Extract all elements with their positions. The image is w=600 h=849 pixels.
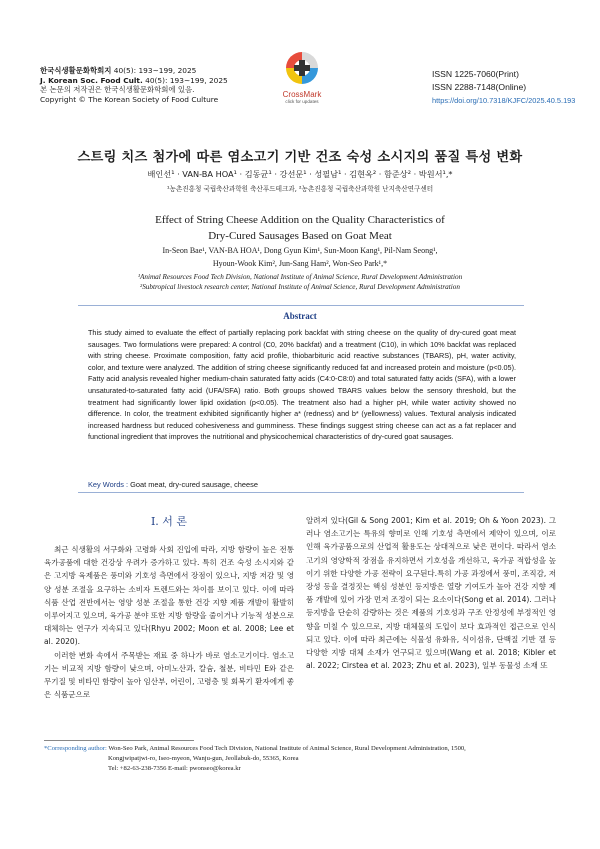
crossmark-badge[interactable] <box>272 50 332 104</box>
crossmark-sub: click for updates <box>285 99 319 104</box>
footnote-line: Tel: +82-63-238-7356 E-mail: pwonseo@korea.kr <box>108 764 241 772</box>
issn-online: ISSN 2288-7148(Online) <box>432 82 527 92</box>
body-column-left <box>44 543 294 701</box>
footnote-label: *Corresponding author: <box>44 745 107 752</box>
authors-ko: 배인선¹ · VAN-BA HOA¹ · 김동균¹ · 강선문¹ · 성필남¹ · 김현옥² · 함준상² · 박원서¹,* <box>147 169 453 179</box>
corresponding-author-footnote <box>44 744 560 773</box>
footnote-line: Kongjwipatjwi-ro, Iseo-myeon, Wanju-gun, Jeollabuk-do, 55365, Korea <box>108 754 299 762</box>
copyright-note: 본 논문의 저작권은 한국식생활문화학회에 있음. <box>40 85 195 95</box>
body-column-right <box>306 514 556 672</box>
journal-vol-en: 40(5): 193~199, 2025 <box>142 75 228 85</box>
title-en <box>60 212 540 244</box>
keywords <box>88 480 516 489</box>
issn-block <box>432 68 575 107</box>
copyright: Copyright © The Korean Society of Food Culture <box>40 94 219 104</box>
footnote-line: Won-Seo Park, Animal Resources Food Tech Division, National Institute of Animal Science, Rural Development Administration, 1500, <box>106 745 466 752</box>
affiliation-en <box>40 272 560 292</box>
authors-en <box>60 244 540 270</box>
abstract-bottom-rule <box>78 492 524 493</box>
affiliation-en-line: ¹Animal Resources Food Tech Division, National Institute of Animal Science, Rural Development Administration <box>137 273 463 281</box>
journal-vol-ko: 40(5): 193~199, 2025 <box>111 66 197 75</box>
crossmark-icon <box>284 50 320 88</box>
keywords-text: Goat meat, dry-cured sausage, cheese <box>128 480 258 489</box>
affiliation-en-line: ²Subtropical livestock research center, National Institute of Animal Science, Rural Development Administration <box>140 283 460 291</box>
paragraph: 최근 식생활의 서구화와 고령화 사회 진입에 따라, 지방 함량이 높은 전통 육가공품에 대한 건강상 우려가 증가하고 있다. 특히 건조 숙성 소시지와 같은 고지방 육제품은 풍미와 기호성 측면에서 장점이 있으나, 지방 저감 및 영양 성분 조절을 요구하는 소비자 트렌드와는 차이를 보이고 있다. 이에 따라 식품 산업 전반에서는 영양 성분 조절을 통한 건강 지향 제품 개발이 활발히 이루어지고 있으며, 육가공 분야 또한 지방 함량을 줄이거나 기능적 성분으로 대체하는 연구가 지속되고 있다(Rhyu 2002; Moon et al. 2008; Lee et al. 2020). <box>44 545 294 647</box>
abstract-heading: Abstract <box>283 311 317 321</box>
abstract-text: This study aimed to evaluate the effect of partially replacing pork backfat with string cheese on the quality of dry-cured goat meat sausages. Two formulations were prepared: A control (C0, 20% backfat) and a treatment (C10), in which 10% backfat was replaced with string cheese. Proximate composition, fatty acid profile, thiobarbituric acid reactive substances (TBARS), pH, water activity, color, and texture were analyzed. The addition of string cheese significantly reduced fat and increased protein and moisture (p<0.05). Fatty acid analysis revealed higher medium-chain saturated fatty acids (C4:0-C8:0) and total saturated fatty acids (SFA), with a lower unsaturated-to-saturated fatty acid (UFA/SFA) ratio. Both groups showed TBARS values below the sensory threshold, but the treatment had significantly lower lipid oxidation (p<0.05). The treatment also had a higher pH, while water activity showed no difference. In color, the treatment exhibited significantly higher a* (redness) and b* (yellowness) values. Textural analysis indicated increased hardness but reduced cohesiveness and gumminess. These findings suggest string cheese can act as a fat replacer and functional ingredient that improves the nutritional and physicochemical characteristics of dry-cured goat sausages. <box>88 328 516 442</box>
title-en-line: Dry-Cured Sausages Based on Goat Meat <box>208 230 392 242</box>
title-en-line: Effect of String Cheese Addition on the Quality Characteristics of <box>155 214 445 226</box>
doi-link[interactable]: https://doi.org/10.7318/KJFC/2025.40.5.193 <box>432 96 576 105</box>
crossmark-label: CrossMark <box>282 90 322 99</box>
paragraph: 알려져 있다(Gil & Song 2001; Kim et al. 2019; Oh & Yoon 2023). 그러나 염소고기는 특유의 향미로 인해 기호성 측면에서 제약이 있으며, 이로 인해 육가공품으로의 산업적 활용도는 상대적으로 낮은 편이다. 따라서 염소고기의 영양학적 장점을 유지하면서 기호성을 개선하고, 육가공 적합성을 높이기 위한 다양한 가공 전략이 요구된다.특히 가공 과정에서 풍미, 조직감, 저장성 등을 결정짓는 핵심 성분인 등지방은 열량 기여도가 높아 건강 지향 제품 개발에 있어 가장 먼저 조정이 되는 요소이다(Song et al. 2014). 그러나 등지방을 단순히 감량하는 것은 제품의 기호성과 구조 안정성에 부정적인 영향을 미칠 수 있으므로, 지방 대체물의 도입이 보다 효과적인 접근으로 인식되고 있다. 이에 따라 최근에는 식물성 유화유, 식이섬유, 단백질 기반 겔 등 다양한 지방 대체 소재가 연구되고 있으며(Wang et al. 2018; Kibler et al. 2022; Cirstea et al. 2023; Zhu et al. 2023), 일부 동물성 소재 또 <box>306 516 556 671</box>
section-heading-intro: Ⅰ. 서 론 <box>150 515 188 528</box>
authors-en-line: Hyoun-Wook Kim², Jun-Sang Ham², Won-Seo Park¹,* <box>212 259 388 268</box>
footnote-rule <box>44 740 194 741</box>
affiliation-ko: ¹농촌진흥청 국립축산과학원 축산푸드테크과, ²농촌진흥청 국립축산과학원 난지축산연구센터 <box>166 185 434 193</box>
journal-name-en: J. Korean Soc. Food Cult. <box>40 75 143 85</box>
journal-header <box>40 66 228 104</box>
journal-name-ko: 한국식생활문화학회지 <box>40 66 112 75</box>
title-ko: 스트링 치즈 첨가에 따른 염소고기 기반 건조 숙성 소시지의 품질 특성 변화 <box>77 150 523 165</box>
keywords-label: Key Words : <box>88 480 129 489</box>
paragraph: 이러한 변화 속에서 주목받는 재료 중 하나가 바로 염소고기이다. 염소고기는 비교적 지방 함량이 낮으며, 아미노산과, 칼슘, 철분, 비타민 E와 같은 무기질 및 비타민 함량이 높아 임산부, 어린이, 고령층 및 회복기 환자에게 좋은 식품군으로 <box>44 650 294 700</box>
issn-print: ISSN 1225-7060(Print) <box>432 69 519 79</box>
authors-en-line: In-Seon Bae¹, VAN-BA HOA¹, Dong Gyun Kim¹, Sun-Moon Kang¹, Pil-Nam Seong¹, <box>162 246 438 255</box>
